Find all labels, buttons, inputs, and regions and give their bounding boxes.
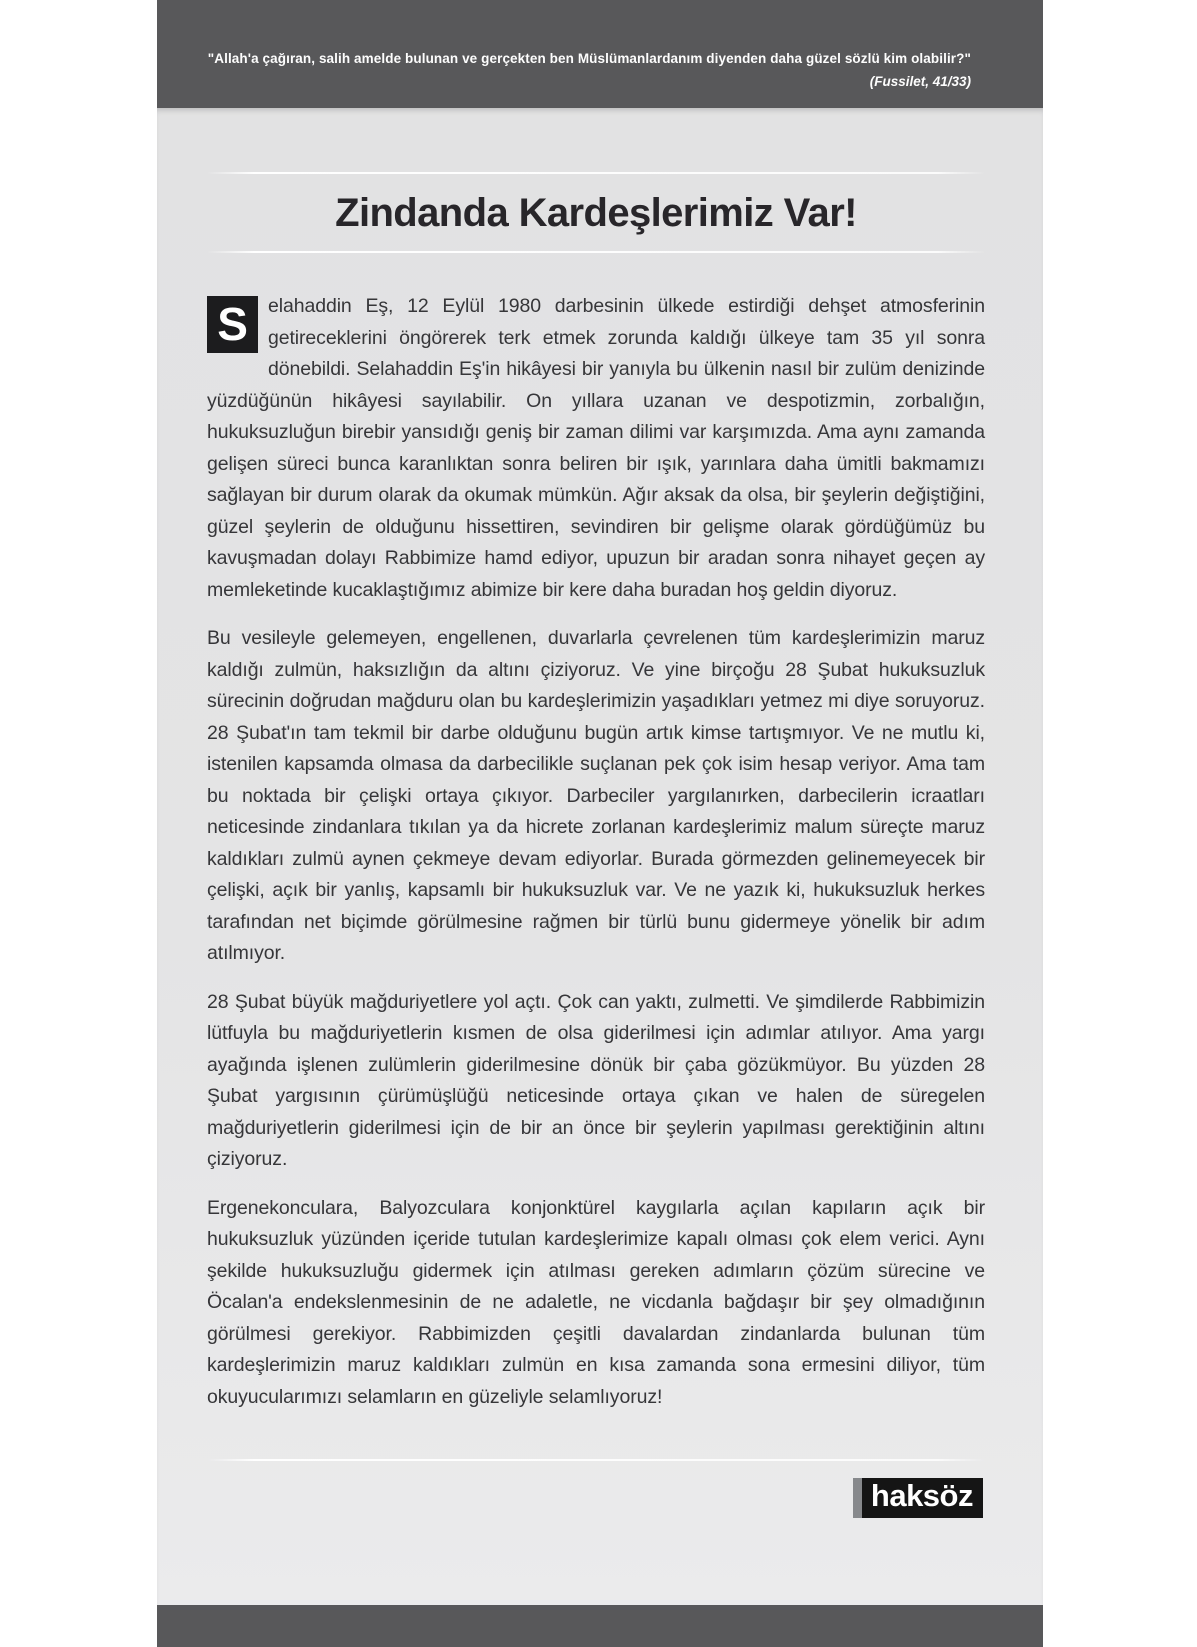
article-body — [207, 291, 985, 1413]
logo-row — [207, 1478, 985, 1518]
header-quote-attribution: (Fussilet, 41/33) — [869, 73, 971, 89]
footer-band — [157, 1605, 1043, 1647]
article-content — [157, 108, 1043, 1605]
drop-cap: S — [207, 296, 258, 353]
magazine-page — [157, 0, 1043, 1647]
header-quote: "Allah'a çağıran, salih amelde bulunan ve gerçekten ben Müslümanlardanım diyenden daha güzel sözlü kim olabilir?" — [207, 50, 971, 66]
header-band — [157, 0, 1043, 108]
haksoz-logo — [853, 1478, 983, 1518]
article-paragraph: 28 Şubat büyük mağduriyetlere yol açtı. Çok can yaktı, zulmetti. Ve şimdilerde Rabbimizin lütfuyla bu mağduriyetlerin kısmen de olsa giderilmesi için adımlar atılıyor. Ama yargı ayağında işlenen zulümlerin giderilmesine dönük bir çaba gözükmüyor. Bu yüzden 28 Şubat yargısının çürümüşlüğü neticesinde ortaya çıkan ve halen de süregelen mağduriyetlerin giderilmesi için de bir an önce bir şeylerin yapılması gerektiğinin altını çiziyoruz. — [207, 990, 985, 1170]
article-paragraph: Bu vesileyle gelemeyen, engellenen, duvarlarla çevrelenen tüm kardeşlerimizin maruz kaldığı zulmün, haksızlığın da altını çiziyoruz. Ve yine birçoğu 28 Şubat hukuksuzluk sürecinin doğrudan mağduru olan bu kardeşlerimizin yaşadıkları yetmez mi diye soruyoruz. 28 Şubat'ın tam tekmil bir darbe olduğunu bugün artık kimse tartışmıyor. Ve ne mutlu ki, istenilen kapsamda olmasa da darbecilikle suçlanan pek çok isim hesap veriyor. Ama tam bu noktada bir çelişki ortaya çıkıyor. Darbeciler yargılanırken, darbecilerin icraatları neticesinde zindanlara tıkılan ya da hicrete zorlanan kardeşlerimiz malum süreçte maruz kaldıkları zulmü aynen çekmeye devam ediyorlar. Burada görmezden gelinemeyecek bir çelişki, açık bir yanlış, kapsamlı bir hukuksuzluk var. Ve ne yazık ki, hukuksuzluk herkes tarafından net biçimde görülmesine rağmen bir türlü bunu gidermeye yönelik bir adım atılmıyor. — [207, 627, 985, 964]
logo-wordmark: haksöz — [862, 1478, 983, 1518]
title-rule-bottom — [207, 251, 985, 253]
logo-spine-bar — [853, 1478, 862, 1518]
article-title: Zindanda Kardeşlerimiz Var! — [335, 191, 857, 235]
article-paragraph: S elahaddin Eş, 12 Eylül 1980 darbesinin ülkede estirdiği dehşet atmosferinin getireceklerini öngörerek terk etmek zorunda kaldığı ülkeye tam 35 yıl sonra dönebildi. Selahaddin Eş'in hikâyesi bir yanıyla bu ülkenin nasıl bir zulüm denizinde yüzdüğünün hikâyesi sayılabilir. On yıllara uzanan ve despotizmin, zorbalığın, hukuksuzluğun birebir yansıdığı geniş bir zaman dilimi var karşımızda. Ama aynı zamanda gelişen süreci bunca karanlıktan sonra beliren bir ışık, yarınlara daha ümitli bakmamızı sağlayan bir durum olarak da okumak mümkün. Ağır aksak da olsa, bir şeylerin değiştiğini, güzel şeylerin de olduğunu hissettiren, sevindiren bir gelişme olarak gördüğümüz bu kavuşmadan dolayı Rabbimize hamd ediyor, upuzun bir aradan sonra nihayet geçen ay memleketinde kucaklaştığımız abimize bir kere daha buradan hoş geldin diyoruz. — [207, 295, 985, 601]
article-paragraph: Ergenekonculara, Balyozculara konjonktürel kaygılarla açılan kapıların açık bir hukuksuzluk yüzünden içeride tutulan kardeşlerimize kapalı olması çok elem verici. Aynı şekilde hukuksuzluğu gidermek için atılması gereken adımların çözüm sürecine ve Öcalan'a endekslenmesinin de ne adaletle, ne vicdanla bağdaşır bir şey olmadığının görülmesi gerekiyor. Rabbimizden çeşitli davalardan zindanlarda bulunan tüm kardeşlerimizin maruz kaldıkları zulmün en kısa zamanda sona ermesini diliyor, tüm okuyucularımızı selamların en güzeliyle selamlıyoruz! — [207, 1196, 985, 1408]
footer-rule — [207, 1459, 985, 1461]
title-rule-top — [207, 172, 985, 174]
